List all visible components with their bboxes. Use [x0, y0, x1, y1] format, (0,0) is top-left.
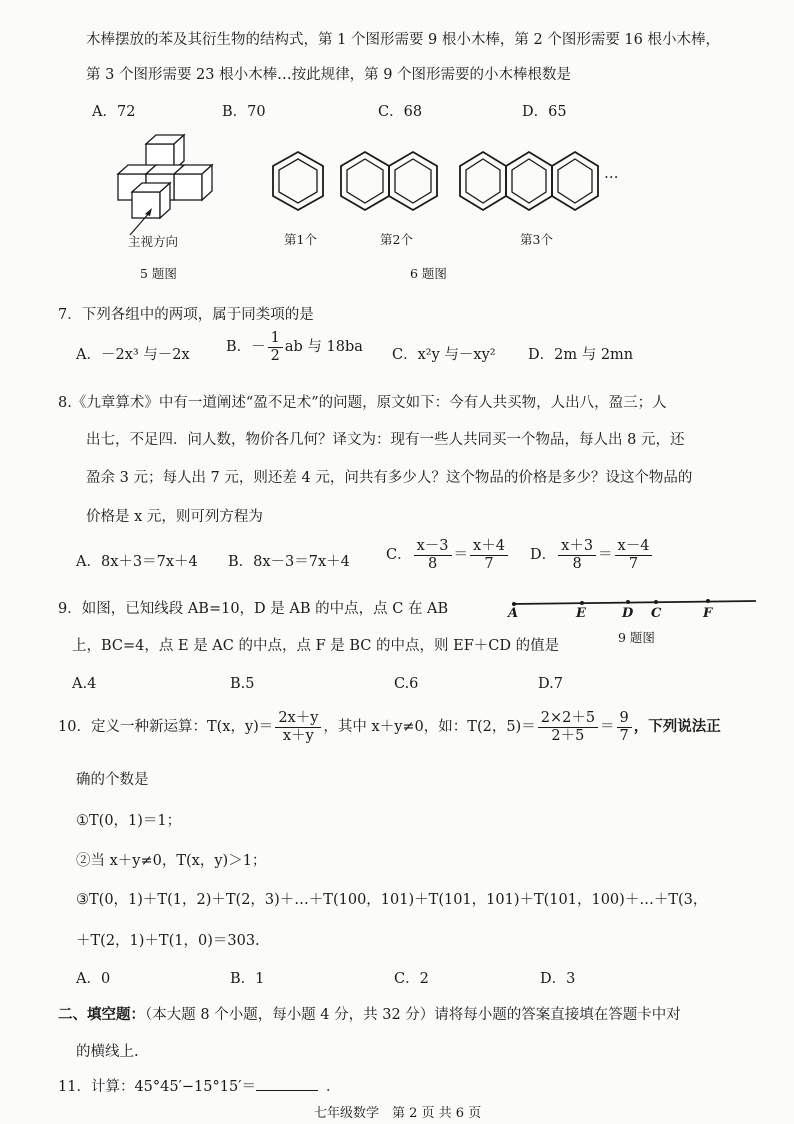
q10-def-fraction [275, 710, 321, 744]
q10-res-numerator: 9 [617, 710, 632, 728]
q8-option-b: B．8x－3＝7x＋4 [228, 554, 350, 570]
q9-option-b: B.5 [230, 676, 255, 692]
q8-option-a: A．8x＋3＝7x＋4 [76, 554, 198, 570]
q8-line-4: 价格是 x 元，则可列方程为 [86, 509, 263, 525]
q10-def-numerator: 2x＋y [275, 710, 321, 728]
q7-b-numerator: 1 [268, 330, 283, 348]
q10-def-denominator: x＋y [282, 727, 314, 744]
q10-option-d: D．3 [540, 971, 576, 987]
q8-c-right-fraction [470, 538, 508, 572]
point-f-label: F [703, 606, 713, 621]
q10-ex-denominator: 2＋5 [551, 727, 585, 744]
q10-example-fraction [538, 710, 598, 744]
q8-d-den-1: 8 [572, 555, 582, 572]
q10-mid: ，其中 x＋y≠0，如：T(2，5)＝ [323, 719, 536, 736]
q8-line-3: 盈余 3 元；每人出 7 元，则还差 4 元，问共有多少人？这个物品的价格是多少？设这个物品的 [86, 470, 693, 486]
q7-stem: 7．下列各组中的两项，属于同类项的是 [58, 307, 314, 323]
q8-line-2: 出七，不足四．问人数，物价各几何？译文为：现有一些人共同买一个物品，每人出 8 元，还 [86, 432, 685, 448]
naphthalene-figure-2 [338, 150, 442, 214]
q10-statement-2: ②当 x＋y≠0，T(x，y)＞1； [76, 853, 267, 869]
view-direction-label: 主视方向 [128, 234, 179, 249]
q11-end: ． [326, 1079, 341, 1095]
section-2-heading: 二、填空题： [58, 1006, 145, 1023]
q10-line-2: 确的个数是 [76, 772, 149, 788]
section-2-line-2: 的横线上. [76, 1044, 139, 1060]
q8-d-num-1: x＋3 [558, 538, 596, 556]
q9-caption: 9 题图 [618, 630, 655, 645]
q8-option-c [386, 538, 510, 572]
q9-line-1: 9．如图，已知线段 AB=10，D 是 AB 的中点，点 C 在 AB [58, 601, 449, 617]
cube-stack-figure [110, 130, 230, 240]
q10-statement-3-cont: ＋T(2，1)＋T(1，0)＝303. [76, 933, 260, 949]
q10-option-c: C．2 [394, 971, 429, 987]
q8-c-equals: ＝ [453, 547, 469, 564]
q9-option-a: A.4 [72, 676, 97, 692]
page-footer: 七年级数学 第 2 页 共 6 页 [314, 1106, 482, 1121]
q7-option-b-fraction [268, 330, 283, 364]
q10-statement-1: ①T(0，1)＝1； [76, 813, 182, 829]
q6-option-c: C．68 [378, 104, 423, 120]
q10-ex-numerator: 2×2＋5 [538, 710, 598, 728]
q7-option-c: C．x²y 与－xy² [392, 347, 496, 363]
q10-tail: ，下列说法正 [633, 718, 721, 736]
q8-d-den-2: 7 [628, 555, 639, 572]
q10-statement-3: ③T(0，1)＋T(1，2)＋T(2，3)＋…＋T(100，101)＋T(101，101)＋T(101，100)＋…＋T(3， [76, 892, 708, 908]
q6-fig-2-label: 第2个 [380, 232, 413, 247]
q8-c-den-1: 8 [427, 555, 438, 572]
q6-fig-3-label: 第3个 [520, 232, 553, 247]
q11-question [58, 1075, 341, 1096]
q8-c-left-fraction [414, 538, 452, 572]
q8-option-d [530, 538, 654, 572]
q9-option-c: C.6 [394, 676, 419, 692]
anthracene-figure-3 [458, 150, 608, 214]
q7-option-a: A．－2x³ 与－2x [76, 347, 190, 363]
q10-option-b: B．1 [230, 971, 265, 987]
point-a-label: A [508, 606, 519, 621]
q8-c-num-2: x＋4 [470, 538, 508, 556]
q7-option-b-suffix: ab 与 18ba [284, 339, 363, 356]
q6-option-b: B．70 [222, 104, 266, 120]
q8-option-c-label: C． [386, 547, 412, 564]
q7-option-d: D．2m 与 2mn [528, 347, 634, 363]
q11-answer-blank[interactable] [256, 1077, 318, 1091]
section-2-intro [58, 1003, 681, 1024]
q9-line-2: 上，BC=4，点 E 是 AC 的中点，点 F 是 BC 的中点，则 EF＋CD 的值是 [72, 638, 560, 654]
q6-option-a: A．72 [92, 104, 136, 120]
q6-line-1: 木棒摆放的苯及其衍生物的结构式，第 1 个图形需要 9 根小木棒，第 2 个图形需要 16 根小木棒， [86, 32, 720, 48]
q10-definition [58, 710, 721, 744]
q10-res-denominator: 7 [619, 727, 629, 744]
section-2-text: （本大题 8 个小题，每小题 4 分，共 32 分）请将每小题的答案直接填在答题卡中对 [145, 1007, 681, 1023]
benzene-figure-1 [270, 150, 330, 214]
q10-option-a: A．0 [76, 971, 111, 987]
q5-caption: 5 题图 [140, 266, 177, 281]
q8-option-d-label: D． [530, 547, 557, 564]
q7-option-b-prefix: B．－ [226, 339, 266, 356]
q11-text: 11．计算：45°45′−15°15′＝ [58, 1079, 256, 1095]
q10-result-fraction [617, 710, 632, 744]
q8-d-num-2: x－4 [615, 538, 653, 556]
q8-line-1: 8.《九章算术》中有一道阐述“盈不足术”的问题，原文如下：今有人共买物，人出八，盈三；人 [58, 395, 667, 411]
q7-b-denominator: 2 [270, 347, 280, 364]
q8-d-left-fraction [558, 538, 596, 572]
q6-line-2: 第 3 个图形需要 23 根小木棒…按此规律，第 9 个图形需要的小木棒根数是 [86, 67, 572, 83]
q6-figures-ellipsis: … [604, 166, 619, 182]
q6-fig-1-label: 第1个 [284, 232, 317, 247]
q8-d-right-fraction [615, 538, 653, 572]
point-d-label: D [622, 606, 634, 621]
point-c-label: C [651, 606, 662, 621]
q7-option-b [226, 330, 363, 364]
q6-caption: 6 题图 [410, 266, 447, 281]
q10-prefix: 10．定义一种新运算：T(x，y)＝ [58, 719, 274, 736]
q8-d-equals: ＝ [598, 547, 613, 564]
q6-option-d: D．65 [522, 104, 567, 120]
q8-c-den-2: 7 [484, 555, 494, 572]
point-e-label: E [576, 606, 586, 621]
q10-ex-equals: ＝ [600, 719, 615, 736]
q8-c-num-1: x－3 [414, 538, 452, 556]
q9-option-d: D.7 [538, 676, 563, 692]
